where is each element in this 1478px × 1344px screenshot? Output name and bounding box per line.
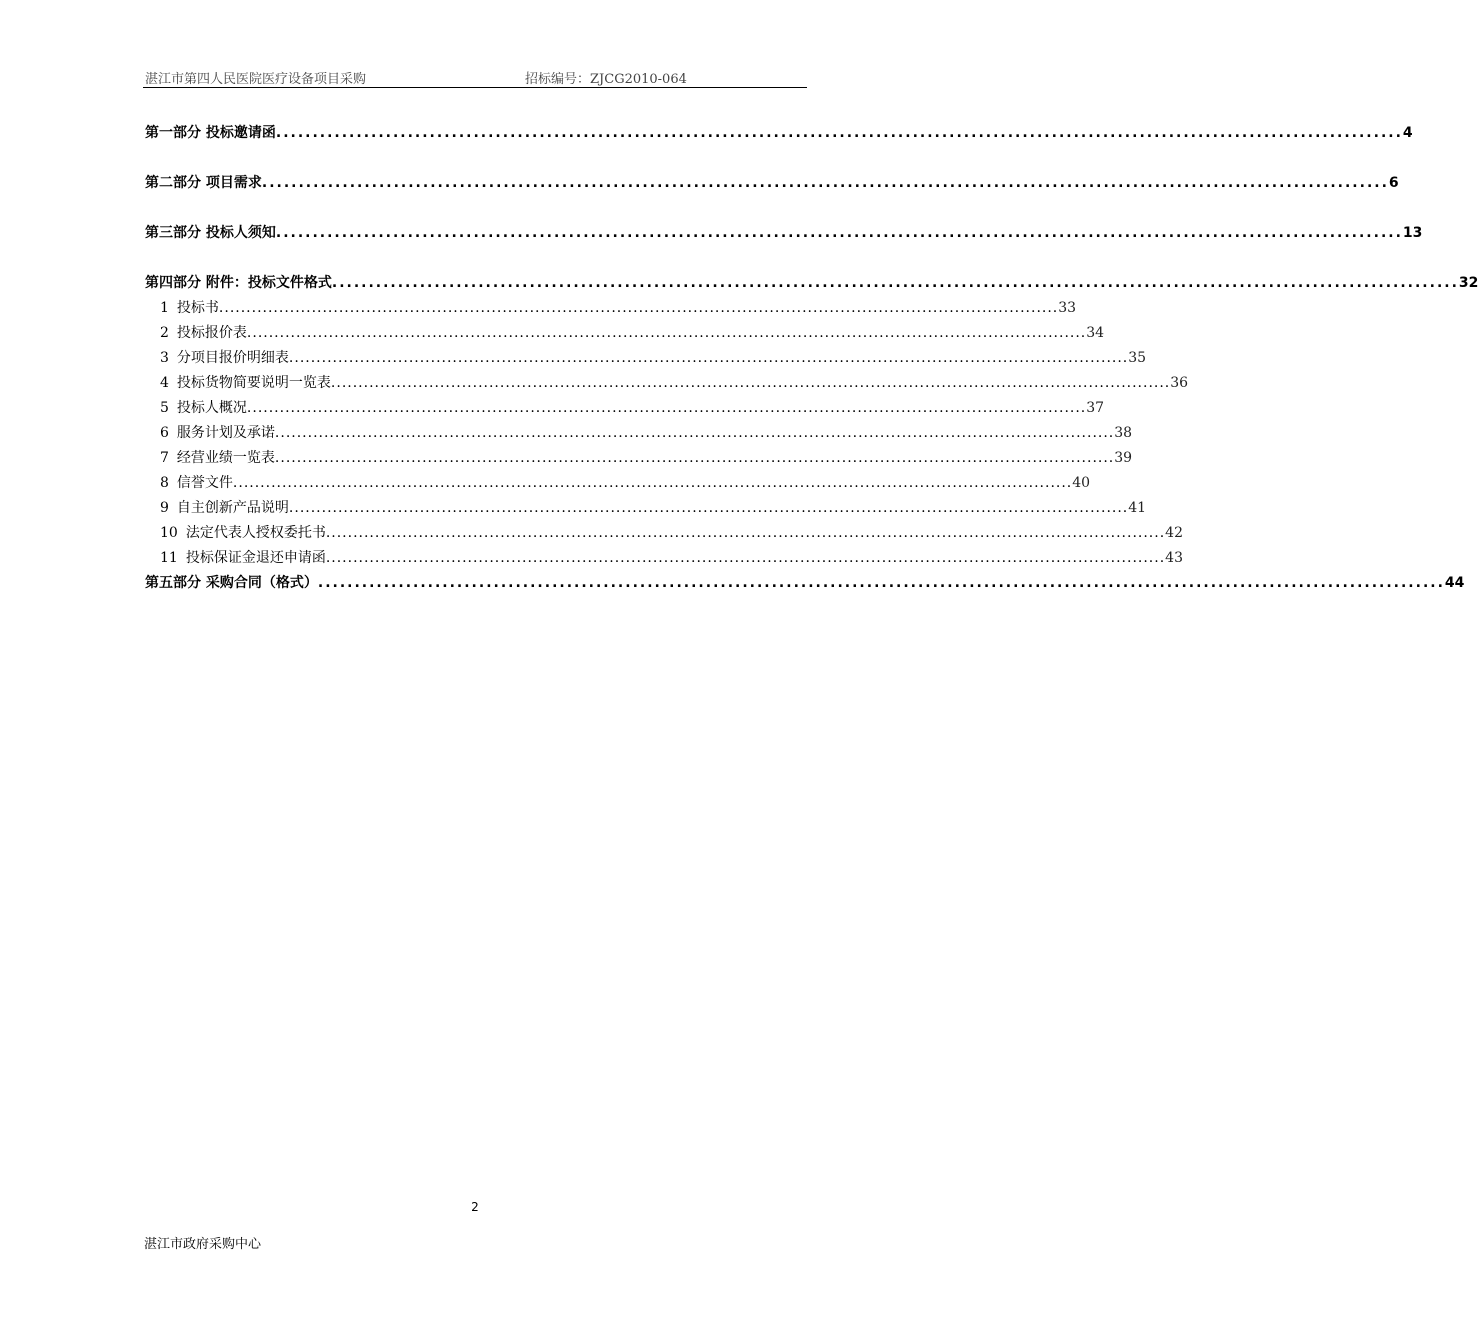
toc-entry-page: 36 [1170, 375, 1189, 391]
toc-leader-dots: .......................................................................................................................................................... [331, 275, 1459, 291]
toc-entry-page: 35 [1128, 350, 1147, 366]
toc-entry-sub-2[interactable] [160, 322, 1105, 344]
toc-entry-sub-7[interactable] [160, 447, 1133, 469]
toc-leader-dots: .......................................................................................................................................................... [325, 525, 1166, 541]
toc-entry-label: 第二部分 项目需求 [145, 175, 262, 191]
toc-leader-dots: .......................................................................................................................................................... [274, 450, 1115, 466]
toc-leader-dots: .......................................................................................................................................................... [330, 375, 1171, 391]
page-number: 2 [471, 1200, 479, 1214]
toc-entry-page: 39 [1114, 450, 1133, 466]
toc-entry-sub-1[interactable] [160, 297, 1077, 319]
toc-leader-dots: .......................................................................................................................................................... [246, 325, 1087, 341]
toc-leader-dots: .......................................................................................................................................................... [232, 475, 1073, 491]
toc-entry-page: 32 [1458, 275, 1478, 291]
toc-entry-number: 10 [160, 525, 178, 541]
toc-entry-page: 40 [1072, 475, 1091, 491]
toc-entry-page: 44 [1444, 575, 1465, 591]
toc-entry-sub-8[interactable] [160, 472, 1091, 494]
toc-entry-label: 法定代表人授权委托书 [185, 525, 326, 541]
toc-entry-sub-10[interactable] [160, 522, 1183, 544]
toc-entry-number: 3 [160, 350, 169, 366]
toc-entry-label: 第一部分 投标邀请函 [145, 125, 276, 141]
toc-leader-dots: .......................................................................................................................................................... [317, 575, 1445, 591]
toc-leader-dots: .......................................................................................................................................................... [288, 500, 1129, 516]
toc-entry-label: 投标报价表 [176, 325, 247, 341]
toc-entry-label: 投标人概况 [176, 400, 247, 416]
toc-entry-label: 第四部分 附件：投标文件格式 [145, 275, 332, 291]
running-header [143, 66, 807, 88]
toc-entry-sub-9[interactable] [160, 497, 1147, 519]
toc-leader-dots: .......................................................................................................................................................... [261, 175, 1389, 191]
toc-entry-number: 1 [160, 300, 169, 316]
toc-entry-label: 投标保证金退还申请函 [185, 550, 326, 566]
toc-leader-dots: .......................................................................................................................................................... [288, 350, 1129, 366]
toc-entry-page: 33 [1058, 300, 1077, 316]
toc-entry-page: 38 [1114, 425, 1133, 441]
toc-entry-label: 投标书 [176, 300, 219, 316]
toc-entry-part-5[interactable] [145, 572, 1465, 594]
toc-entry-page: 43 [1165, 550, 1183, 566]
toc-entry-page: 6 [1388, 175, 1399, 191]
header-project-title: 湛江市第四人民医院医疗设备项目采购 [145, 72, 367, 87]
toc-leader-dots: .......................................................................................................................................................... [274, 425, 1115, 441]
toc-entry-number: 6 [160, 425, 169, 441]
toc-entry-number: 2 [160, 325, 169, 341]
toc-entry-label: 投标货物简要说明一览表 [176, 375, 331, 391]
toc-leader-dots: .......................................................................................................................................................... [275, 225, 1403, 241]
toc-entry-page: 37 [1086, 400, 1105, 416]
toc-entry-label: 信誉文件 [176, 475, 233, 491]
toc-entry-number: 4 [160, 375, 169, 391]
toc-entry-sub-3[interactable] [160, 347, 1147, 369]
toc-entry-page: 34 [1086, 325, 1105, 341]
toc-entry-part-4[interactable] [145, 272, 1478, 294]
toc-entry-number: 8 [160, 475, 169, 491]
toc-entry-sub-5[interactable] [160, 397, 1105, 419]
toc-entry-part-1[interactable] [145, 122, 1413, 144]
toc-entry-page: 42 [1165, 525, 1183, 541]
toc-entry-sub-11[interactable] [160, 547, 1183, 569]
toc-entry-label: 自主创新产品说明 [176, 500, 289, 516]
toc-entry-page: 41 [1128, 500, 1147, 516]
toc-entry-label: 分项目报价明细表 [176, 350, 289, 366]
toc-entry-number: 11 [160, 550, 178, 566]
toc-leader-dots: .......................................................................................................................................................... [275, 125, 1403, 141]
toc-entry-label: 经营业绩一览表 [176, 450, 275, 466]
toc-leader-dots: .......................................................................................................................................................... [325, 550, 1166, 566]
toc-entry-page: 13 [1402, 225, 1423, 241]
toc-leader-dots: .......................................................................................................................................................... [246, 400, 1087, 416]
toc-leader-dots: .......................................................................................................................................................... [218, 300, 1059, 316]
header-tender-number: 招标编号：ZJCG2010-064 [525, 72, 687, 87]
toc-entry-number: 7 [160, 450, 169, 466]
toc-entry-label: 第三部分 投标人须知 [145, 225, 276, 241]
toc-entry-label: 服务计划及承诺 [176, 425, 275, 441]
page-footer: 湛江市政府采购中心 [144, 1237, 262, 1252]
toc-entry-number: 9 [160, 500, 169, 516]
toc-entry-page: 4 [1402, 125, 1413, 141]
toc-entry-sub-4[interactable] [160, 372, 1189, 394]
toc-entry-sub-6[interactable] [160, 422, 1133, 444]
toc-entry-label: 第五部分 采购合同（格式） [145, 575, 318, 591]
toc-entry-number: 5 [160, 400, 169, 416]
toc-entry-part-2[interactable] [145, 172, 1399, 194]
toc-entry-part-3[interactable] [145, 222, 1423, 244]
